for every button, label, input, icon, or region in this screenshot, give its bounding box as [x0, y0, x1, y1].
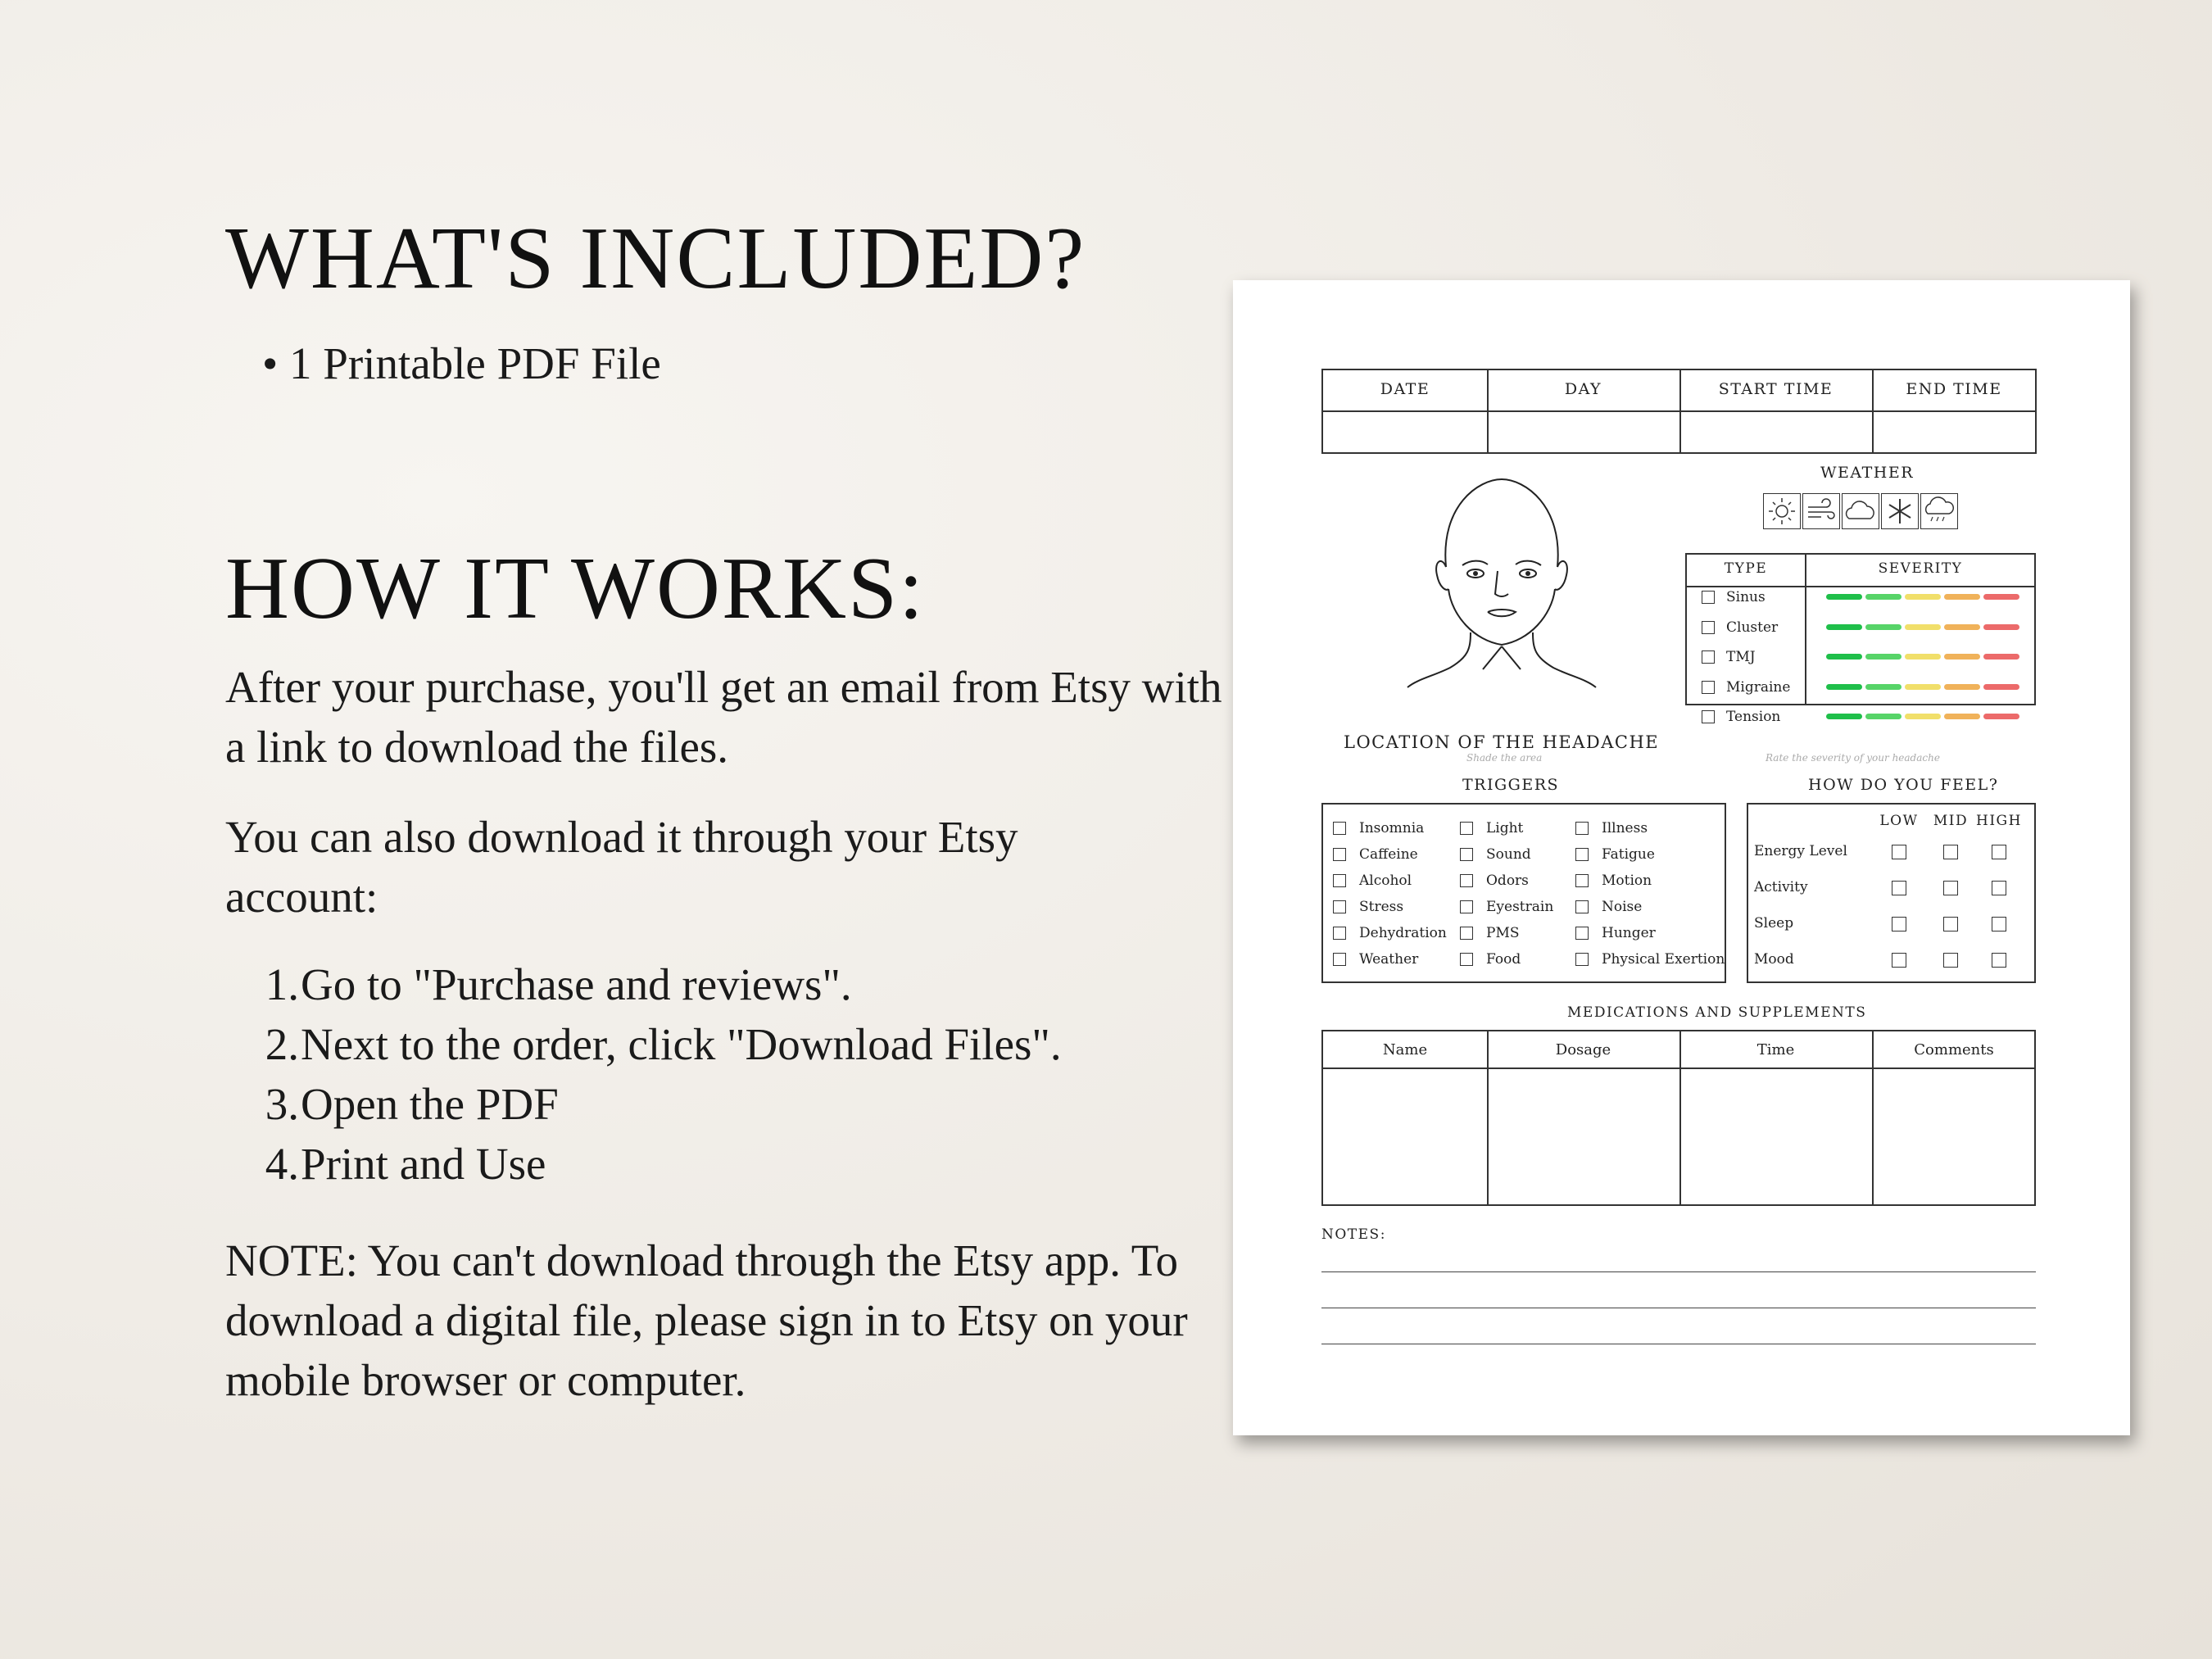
- note-line: [1321, 1271, 2036, 1272]
- header-end-time: END TIME: [1906, 380, 2002, 398]
- trigger-label: Dehydration: [1359, 925, 1447, 941]
- step-item: [225, 954, 1062, 1014]
- severity-segment[interactable]: [1905, 594, 1941, 600]
- header-day: DAY: [1564, 380, 1602, 398]
- whats-included-heading: WHAT'S INCLUDED?: [225, 210, 1086, 307]
- checkbox[interactable]: [1460, 927, 1473, 940]
- note-paragraph: NOTE: You can't download through the Etsy app. To download a digital file, please sign in to Etsy on your mobile browser or computer.: [225, 1235, 1188, 1405]
- severity-segment[interactable]: [1944, 684, 1980, 690]
- snowflake-icon: [1881, 493, 1919, 529]
- feel-row-label: Energy Level: [1754, 843, 1847, 859]
- checkbox[interactable]: [1460, 953, 1473, 966]
- header-start-time: START TIME: [1718, 380, 1834, 398]
- step-number: 1.: [265, 959, 299, 1009]
- trigger-label: Alcohol: [1359, 873, 1412, 889]
- trigger-label: Caffeine: [1359, 846, 1418, 863]
- trigger-option[interactable]: [1333, 846, 1418, 863]
- checkbox[interactable]: [1460, 874, 1473, 887]
- feel-level-low: LOW: [1879, 813, 1919, 829]
- checkbox[interactable]: [1333, 874, 1346, 887]
- trigger-label: Illness: [1602, 820, 1648, 836]
- trigger-option[interactable]: [1333, 873, 1412, 889]
- severity-segment[interactable]: [1826, 594, 1862, 600]
- trigger-option[interactable]: [1333, 925, 1447, 941]
- trigger-label: Light: [1486, 820, 1524, 836]
- severity-segment[interactable]: [1905, 654, 1941, 660]
- severity-hint: Rate the severity of your headache: [1766, 752, 1940, 764]
- step-text: Next to the order, click "Download Files".: [301, 1019, 1062, 1069]
- trigger-option[interactable]: [1460, 846, 1531, 863]
- trigger-label: Eyestrain: [1486, 899, 1554, 915]
- checkbox[interactable]: [1575, 822, 1589, 835]
- severity-segment[interactable]: [1983, 594, 2019, 600]
- header-date: DATE: [1380, 380, 1430, 398]
- trigger-label: PMS: [1486, 925, 1520, 941]
- trigger-label: Noise: [1602, 899, 1643, 915]
- trigger-label: Food: [1486, 951, 1521, 968]
- checkbox[interactable]: [1460, 900, 1473, 913]
- trigger-label: Motion: [1602, 873, 1652, 889]
- checkbox[interactable]: [1992, 953, 2006, 968]
- checkbox[interactable]: [1575, 874, 1589, 887]
- type-header: TYPE: [1724, 560, 1768, 577]
- trigger-label: Stress: [1359, 899, 1404, 915]
- location-label: LOCATION OF THE HEADACHE: [1344, 732, 1660, 752]
- severity-segment[interactable]: [1826, 654, 1862, 660]
- trigger-label: Odors: [1486, 873, 1529, 889]
- checkbox[interactable]: [1892, 917, 1906, 931]
- trigger-option[interactable]: [1460, 873, 1529, 889]
- severity-segment[interactable]: [1905, 684, 1941, 690]
- how-paragraph-1: After your purchase, you'll get an email from Etsy with a link to download the files.: [225, 662, 1222, 772]
- trigger-option[interactable]: [1333, 899, 1403, 915]
- trigger-label: Weather: [1359, 951, 1419, 968]
- severity-segment[interactable]: [1865, 684, 1902, 690]
- severity-segment[interactable]: [1865, 714, 1902, 719]
- rain-icon: [1920, 493, 1958, 529]
- checkbox[interactable]: [1992, 845, 2006, 859]
- checkbox[interactable]: [1333, 822, 1346, 835]
- severity-segment[interactable]: [1944, 714, 1980, 719]
- type-option[interactable]: [1702, 679, 1790, 696]
- included-list: [262, 338, 661, 389]
- trigger-label: Hunger: [1602, 925, 1656, 941]
- meds-col-name: Name: [1382, 1041, 1428, 1058]
- type-label: Sinus: [1726, 589, 1766, 605]
- severity-segment[interactable]: [1905, 624, 1941, 630]
- trigger-option[interactable]: [1460, 899, 1553, 915]
- trigger-option[interactable]: [1460, 925, 1520, 941]
- trigger-option[interactable]: [1575, 846, 1655, 863]
- checkbox[interactable]: [1992, 881, 2006, 895]
- included-item: 1 Printable PDF File: [289, 338, 661, 388]
- type-label: Tension: [1726, 709, 1781, 725]
- severity-segment[interactable]: [1905, 714, 1941, 719]
- feel-level-high: HIGH: [1976, 813, 2022, 829]
- checkbox[interactable]: [1460, 822, 1473, 835]
- trigger-label: Insomnia: [1359, 820, 1425, 836]
- meds-col-dosage: Dosage: [1555, 1041, 1611, 1058]
- severity-segment[interactable]: [1865, 624, 1902, 630]
- checkbox[interactable]: [1892, 881, 1906, 895]
- type-label: TMJ: [1726, 649, 1756, 665]
- trigger-label: Sound: [1486, 846, 1531, 863]
- head-outline-icon: [1401, 473, 1602, 702]
- severity-segment[interactable]: [1944, 654, 1980, 660]
- checkbox[interactable]: [1702, 591, 1715, 604]
- type-label: Migraine: [1726, 678, 1791, 696]
- trigger-label: Physical Exertion: [1602, 951, 1725, 968]
- checkbox[interactable]: [1892, 953, 1906, 968]
- trigger-option[interactable]: [1460, 951, 1521, 968]
- severity-segment[interactable]: [1944, 594, 1980, 600]
- severity-segment[interactable]: [1826, 714, 1862, 719]
- sun-icon: [1763, 493, 1801, 529]
- type-option[interactable]: [1702, 619, 1778, 636]
- type-option[interactable]: [1702, 589, 1766, 605]
- cloud-icon: [1842, 493, 1879, 529]
- severity-segment[interactable]: [1826, 684, 1862, 690]
- step-text: Go to "Purchase and reviews".: [301, 959, 852, 1009]
- trigger-option[interactable]: [1333, 951, 1418, 968]
- checkbox[interactable]: [1575, 953, 1589, 966]
- step-item: [225, 1014, 1062, 1074]
- checkbox[interactable]: [1333, 927, 1346, 940]
- meds-col-comments: Comments: [1914, 1041, 1994, 1058]
- trigger-option[interactable]: [1460, 820, 1523, 836]
- trigger-option[interactable]: [1575, 873, 1652, 889]
- trigger-label: Fatigue: [1602, 846, 1655, 863]
- header-table: [1321, 369, 2037, 454]
- checkbox[interactable]: [1333, 953, 1346, 966]
- severity-segment[interactable]: [1826, 624, 1862, 630]
- meds-col-time: Time: [1756, 1041, 1795, 1058]
- checkbox[interactable]: [1333, 900, 1346, 913]
- severity-segment[interactable]: [1865, 594, 1902, 600]
- step-number: 2.: [265, 1019, 299, 1069]
- checkbox[interactable]: [1702, 621, 1715, 634]
- notes-label: NOTES:: [1321, 1226, 1386, 1243]
- feel-row-label: Sleep: [1754, 915, 1794, 931]
- checkbox[interactable]: [1460, 848, 1473, 861]
- step-number: 4.: [265, 1139, 299, 1189]
- checkbox[interactable]: [1333, 848, 1346, 861]
- severity-segment[interactable]: [1983, 624, 2019, 630]
- severity-segment[interactable]: [1983, 714, 2019, 719]
- step-number: 3.: [265, 1079, 299, 1129]
- meds-table: [1321, 1030, 2036, 1206]
- how-paragraph-2: You can also download it through your Etsy account:: [225, 812, 1018, 922]
- checkbox[interactable]: [1575, 848, 1589, 861]
- feel-row-label: Activity: [1754, 879, 1808, 895]
- checkbox[interactable]: [1892, 845, 1906, 859]
- severity-header: SEVERITY: [1878, 560, 1963, 577]
- step-text: Print and Use: [301, 1139, 546, 1189]
- trigger-option[interactable]: [1575, 951, 1725, 968]
- type-option[interactable]: [1702, 649, 1756, 665]
- meds-label: MEDICATIONS AND SUPPLEMENTS: [1567, 1004, 1867, 1021]
- severity-segment[interactable]: [1944, 624, 1980, 630]
- wind-icon: [1802, 493, 1840, 529]
- type-option[interactable]: [1702, 709, 1780, 725]
- checkbox[interactable]: [1702, 681, 1715, 694]
- checkbox[interactable]: [1575, 900, 1589, 913]
- checkbox[interactable]: [1702, 650, 1715, 664]
- feel-label: HOW DO YOU FEEL?: [1808, 776, 1999, 794]
- trigger-option[interactable]: [1575, 925, 1656, 941]
- trigger-option[interactable]: [1575, 899, 1642, 915]
- bullet-dot: •: [262, 338, 290, 388]
- location-hint: Shade the area: [1466, 752, 1543, 764]
- severity-segment[interactable]: [1983, 654, 2019, 660]
- step-text: Open the PDF: [301, 1079, 559, 1129]
- trigger-option[interactable]: [1575, 820, 1648, 836]
- how-it-works-heading: HOW IT WORKS:: [225, 540, 926, 637]
- feel-row-label: Mood: [1754, 951, 1794, 968]
- headache-tracker-sheet: [1233, 280, 2130, 1435]
- checkbox[interactable]: [1943, 953, 1958, 968]
- severity-segment[interactable]: [1983, 684, 2019, 690]
- weather-label: WEATHER: [1820, 464, 1914, 482]
- triggers-label: TRIGGERS: [1462, 776, 1560, 794]
- checkbox[interactable]: [1943, 845, 1958, 859]
- type-label: Cluster: [1726, 619, 1779, 636]
- step-item: [225, 1074, 1062, 1134]
- steps-list: [225, 954, 1062, 1194]
- checkbox[interactable]: [1992, 917, 2006, 931]
- severity-segment[interactable]: [1865, 654, 1902, 660]
- checkbox[interactable]: [1702, 710, 1715, 723]
- checkbox[interactable]: [1943, 917, 1958, 931]
- checkbox[interactable]: [1575, 927, 1589, 940]
- step-item: [225, 1134, 1062, 1194]
- checkbox[interactable]: [1943, 881, 1958, 895]
- feel-level-mid: MID: [1933, 813, 1969, 829]
- trigger-option[interactable]: [1333, 820, 1424, 836]
